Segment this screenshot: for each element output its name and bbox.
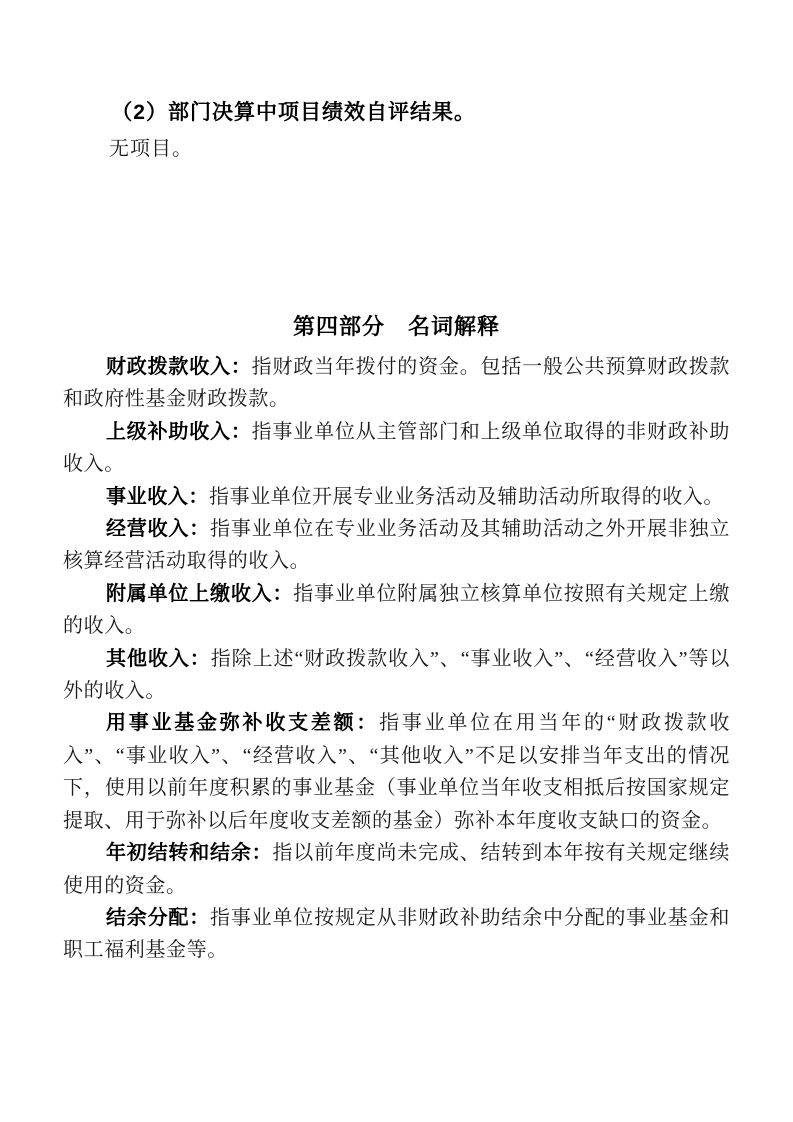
definition-paragraph — [63, 513, 730, 578]
definition-term: 财政拨款收入： — [106, 356, 252, 378]
definition-paragraph — [63, 578, 730, 643]
definition-text: 指事业单位在专业业务活动及其辅助活动之外开展非独立核算经营活动取得的收入。 — [63, 518, 731, 573]
definition-text: 指事业单位从主管部门和上级单位取得的非财政补助收入。 — [63, 420, 730, 476]
definition-text: 指事业单位按规定从非财政补助结余中分配的事业基金和职工福利基金等。 — [63, 906, 731, 962]
definition-term: 事业收入： — [106, 485, 209, 508]
definition-term: 上级补助收入： — [106, 420, 252, 443]
definition-paragraph — [63, 351, 730, 416]
definition-text: 指事业单位在用当年的“财政拨款收入”、“事业收入”、“经营收入”、“其他收入”不足以安排当年支出的情况下，使用以前年度积累的事业基金（事业单位当年收支相抵后按国家规定提取、用于弥补以后年度收支差额的基金）弥补本年度收支缺口的资金。 — [63, 712, 730, 832]
project-performance-heading: （2）部门决算中项目绩效自评结果。 — [111, 101, 476, 124]
definitions-list — [63, 351, 730, 967]
definition-text: 指事业单位附属独立核算单位按照有关规定上缴的收入。 — [63, 582, 730, 638]
definition-text: 指财政当年拨付的资金。包括一般公共预算财政拨款和政府性基金财政拨款。 — [63, 356, 730, 411]
definition-paragraph — [63, 481, 730, 513]
definition-term: 其他收入： — [106, 647, 211, 670]
definition-term: 经营收入： — [106, 518, 211, 541]
definition-term: 结余分配： — [106, 906, 211, 929]
definition-paragraph — [63, 902, 730, 967]
definition-term: 附属单位上缴收入： — [106, 582, 294, 605]
section-four-title: 第四部分 名词解释 — [292, 314, 500, 339]
definition-paragraph — [63, 643, 730, 708]
page-content — [63, 0, 730, 967]
definition-paragraph — [63, 416, 730, 481]
definition-text: 指以前年度尚未完成、结转到本年按有关规定继续使用的资金。 — [63, 842, 730, 897]
definition-paragraph — [63, 837, 730, 902]
definition-text: 指事业单位开展专业业务活动及辅助活动所取得的收入。 — [209, 485, 724, 508]
definition-term: 用事业基金弥补收支差额： — [106, 712, 380, 735]
definition-text: 指除上述“财政拨款收入”、“事业收入”、“经营收入”等以外的收入。 — [63, 647, 731, 703]
no-project-text: 无项目。 — [109, 138, 193, 160]
definition-term: 年初结转和结余： — [106, 842, 273, 865]
definition-paragraph — [63, 707, 730, 837]
